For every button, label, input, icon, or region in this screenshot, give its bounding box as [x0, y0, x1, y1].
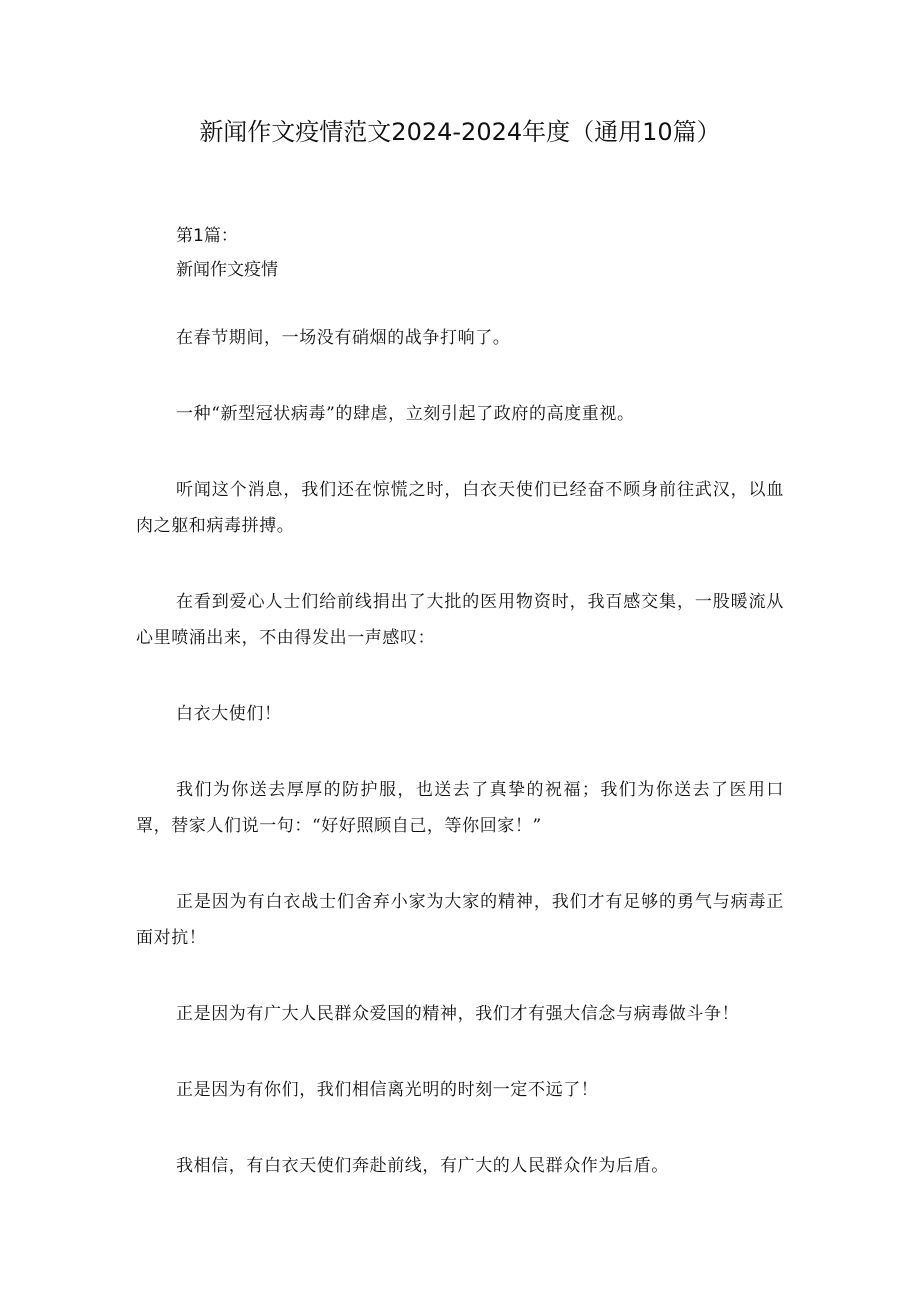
- paragraph: 正是因为有你们，我们相信离光明的时刻一定不远了！: [176, 1080, 599, 1100]
- article-body: [136, 320, 784, 1224]
- paragraph: 在看到爱心人士们给前线捐出了大批的医用物资时，我百感交集，一股暖流从心里喷涌出来，不由得发出一声感叹：: [136, 592, 784, 648]
- section-subtitle: 新闻作文疫情: [176, 260, 278, 280]
- paragraph: 正是因为有广大人民群众爱国的精神，我们才有强大信念与病毒做斗争！: [176, 1004, 740, 1024]
- section-label: 第1篇：: [176, 226, 238, 246]
- page-title: 新闻作文疫情范文2024-2024年度（通用10篇）: [199, 118, 721, 146]
- paragraph: 我们为你送去厚厚的防护服，也送去了真挚的祝福；我们为你送去了医用口罩，替家人们说一句：“好好照顾自己，等你回家！”: [136, 780, 784, 836]
- paragraph: 一种“新型冠状病毒”的肆虐，立刻引起了政府的高度重视。: [176, 404, 635, 424]
- paragraph: 听闻这个消息，我们还在惊慌之时，白衣天使们已经奋不顾身前往武汉，以血肉之躯和病毒拼搏。: [136, 480, 784, 536]
- paragraph: 我相信，有白衣天使们奔赴前线，有广大的人民群众作为后盾。: [176, 1156, 669, 1176]
- paragraph: 白衣大使们！: [176, 704, 282, 724]
- paragraph: 正是因为有白衣战士们舍弃小家为大家的精神，我们才有足够的勇气与病毒正面对抗！: [136, 892, 784, 948]
- paragraph: 在春节期间，一场没有硝烟的战争打响了。: [176, 328, 511, 348]
